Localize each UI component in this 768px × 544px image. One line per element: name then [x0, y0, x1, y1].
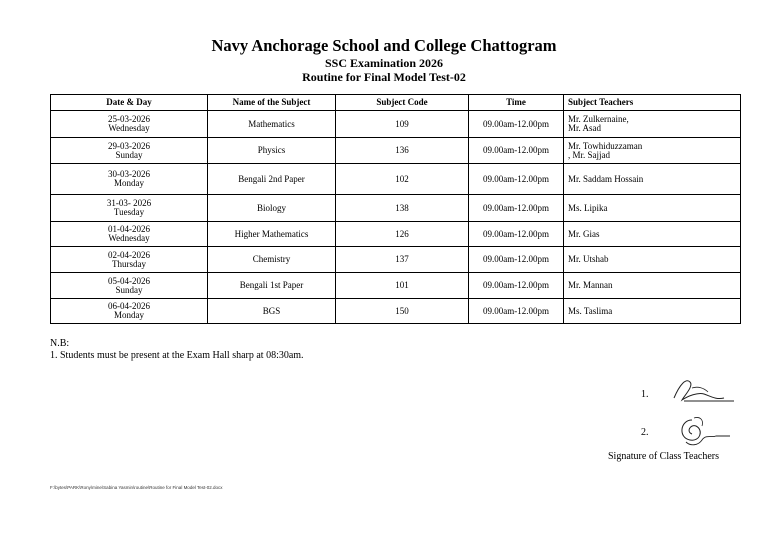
- teacher-name: Mr. Asad: [568, 123, 602, 133]
- cell-subject-teachers: [564, 299, 741, 324]
- routine-title: Routine for Final Model Test-02: [302, 70, 466, 84]
- table-row: [51, 138, 741, 164]
- cell-subject-code: 137: [336, 247, 469, 273]
- exam-day: Sunday: [115, 149, 143, 160]
- cell-time: 09.00am-12.00pm: [469, 164, 564, 195]
- school-name: Navy Anchorage School and College Chattogram: [211, 36, 557, 55]
- cell-subject-teachers: [564, 138, 741, 164]
- col-date-day: Date & Day: [51, 95, 208, 111]
- table-row: [51, 299, 741, 324]
- exam-day: Tuesday: [113, 207, 145, 217]
- cell-subject-name: Physics: [208, 138, 336, 164]
- exam-day: Sunday: [115, 284, 143, 295]
- cell-time: 09.00am-12.00pm: [469, 273, 564, 299]
- teacher-name: , Mr. Sajjad: [568, 149, 610, 160]
- table-row: [51, 273, 741, 299]
- cell-subject-teachers: [564, 247, 741, 273]
- cell-subject-teachers: [564, 164, 741, 195]
- teacher-name: Mr. Zulkernaine,: [568, 114, 629, 124]
- cell-date-day: [51, 138, 208, 164]
- cell-date-day: [51, 299, 208, 324]
- cell-subject-code: 138: [336, 195, 469, 222]
- teacher-name: Ms. Taslima: [568, 305, 613, 316]
- cell-subject-name: Bengali 2nd Paper: [208, 164, 336, 195]
- cell-subject-code: 102: [336, 164, 469, 195]
- signature-caption: Signature of Class Teachers: [608, 451, 720, 462]
- cell-date-day: [51, 111, 208, 138]
- teacher-name: Mr. Towhiduzzaman: [568, 140, 643, 151]
- table-row: [51, 111, 741, 138]
- signature-number-1: 1.: [641, 389, 649, 400]
- table-row: [51, 247, 741, 273]
- routine-table: [50, 94, 741, 324]
- teacher-name: Mr. Utshab: [568, 254, 609, 264]
- cell-date-day: [51, 273, 208, 299]
- col-subject-name: Name of the Subject: [208, 95, 336, 111]
- cell-date-day: [51, 195, 208, 222]
- cell-subject-code: 109: [336, 111, 469, 138]
- cell-date-day: [51, 164, 208, 195]
- exam-day: Wednesday: [108, 233, 150, 243]
- exam-day: Wednesday: [108, 123, 150, 133]
- cell-subject-code: 150: [336, 299, 469, 324]
- cell-date-day: [51, 247, 208, 273]
- exam-date: 06-04-2026: [108, 301, 150, 311]
- cell-time: 09.00am-12.00pm: [469, 222, 564, 247]
- cell-subject-name: Biology: [208, 195, 336, 222]
- cell-subject-name: Chemistry: [208, 247, 336, 273]
- cell-subject-teachers: [564, 222, 741, 247]
- signature-1-image: [664, 374, 736, 406]
- teacher-name: Mr. Mannan: [568, 280, 613, 290]
- cell-subject-name: Bengali 1st Paper: [208, 273, 336, 299]
- signature-2-image: [672, 412, 732, 450]
- teacher-name: Ms. Lipika: [568, 202, 608, 213]
- notes-section: [50, 338, 304, 362]
- exam-date: 01-04-2026: [108, 224, 150, 234]
- notes-heading: N.B:: [50, 338, 70, 349]
- col-time: Time: [469, 95, 564, 111]
- table-row: [51, 164, 741, 195]
- cell-subject-teachers: [564, 111, 741, 138]
- document-header: [0, 36, 768, 84]
- cell-subject-teachers: [564, 273, 741, 299]
- exam-date: 02-04-2026: [108, 249, 150, 260]
- cell-subject-name: Higher Mathematics: [208, 222, 336, 247]
- cell-subject-name: BGS: [208, 299, 336, 324]
- cell-subject-teachers: [564, 195, 741, 222]
- col-subject-code: Subject Code: [336, 95, 469, 111]
- cell-time: 09.00am-12.00pm: [469, 138, 564, 164]
- cell-time: 09.00am-12.00pm: [469, 299, 564, 324]
- cell-date-day: [51, 222, 208, 247]
- exam-title: SSC Examination 2026: [324, 56, 444, 70]
- table-row: [51, 222, 741, 247]
- cell-subject-code: 126: [336, 222, 469, 247]
- exam-day: Monday: [114, 310, 144, 320]
- cell-subject-code: 101: [336, 273, 469, 299]
- signature-number-2: 2.: [641, 427, 649, 438]
- exam-date: 25-03-2026: [108, 114, 150, 124]
- exam-date: 30-03-2026: [108, 169, 150, 179]
- exam-date: 31-03- 2026: [106, 198, 152, 208]
- cell-time: 09.00am-12.00pm: [469, 111, 564, 138]
- cell-subject-name: Mathematics: [208, 111, 336, 138]
- cell-time: 09.00am-12.00pm: [469, 195, 564, 222]
- note-item: 1. Students must be present at the Exam Hall sharp at 08:30am.: [50, 350, 304, 361]
- table-row: [51, 195, 741, 222]
- file-path-footer: F:\bytes\PARK\Rony\mine\Sabina Yasmin\routine\Routine for Final Model Test-02.docx: [50, 485, 223, 490]
- cell-time: 09.00am-12.00pm: [469, 247, 564, 273]
- exam-date: 05-04-2026: [108, 275, 150, 286]
- teacher-name: Mr. Gias: [568, 228, 600, 239]
- routine-table-body: [51, 111, 741, 324]
- cell-subject-code: 136: [336, 138, 469, 164]
- exam-day: Thursday: [112, 258, 146, 269]
- table-header-row: [51, 95, 741, 111]
- exam-day: Monday: [114, 178, 144, 188]
- col-subject-teachers: Subject Teachers: [564, 95, 741, 111]
- exam-date: 29-03-2026: [108, 140, 150, 151]
- teacher-name: Mr. Saddam Hossain: [568, 173, 644, 184]
